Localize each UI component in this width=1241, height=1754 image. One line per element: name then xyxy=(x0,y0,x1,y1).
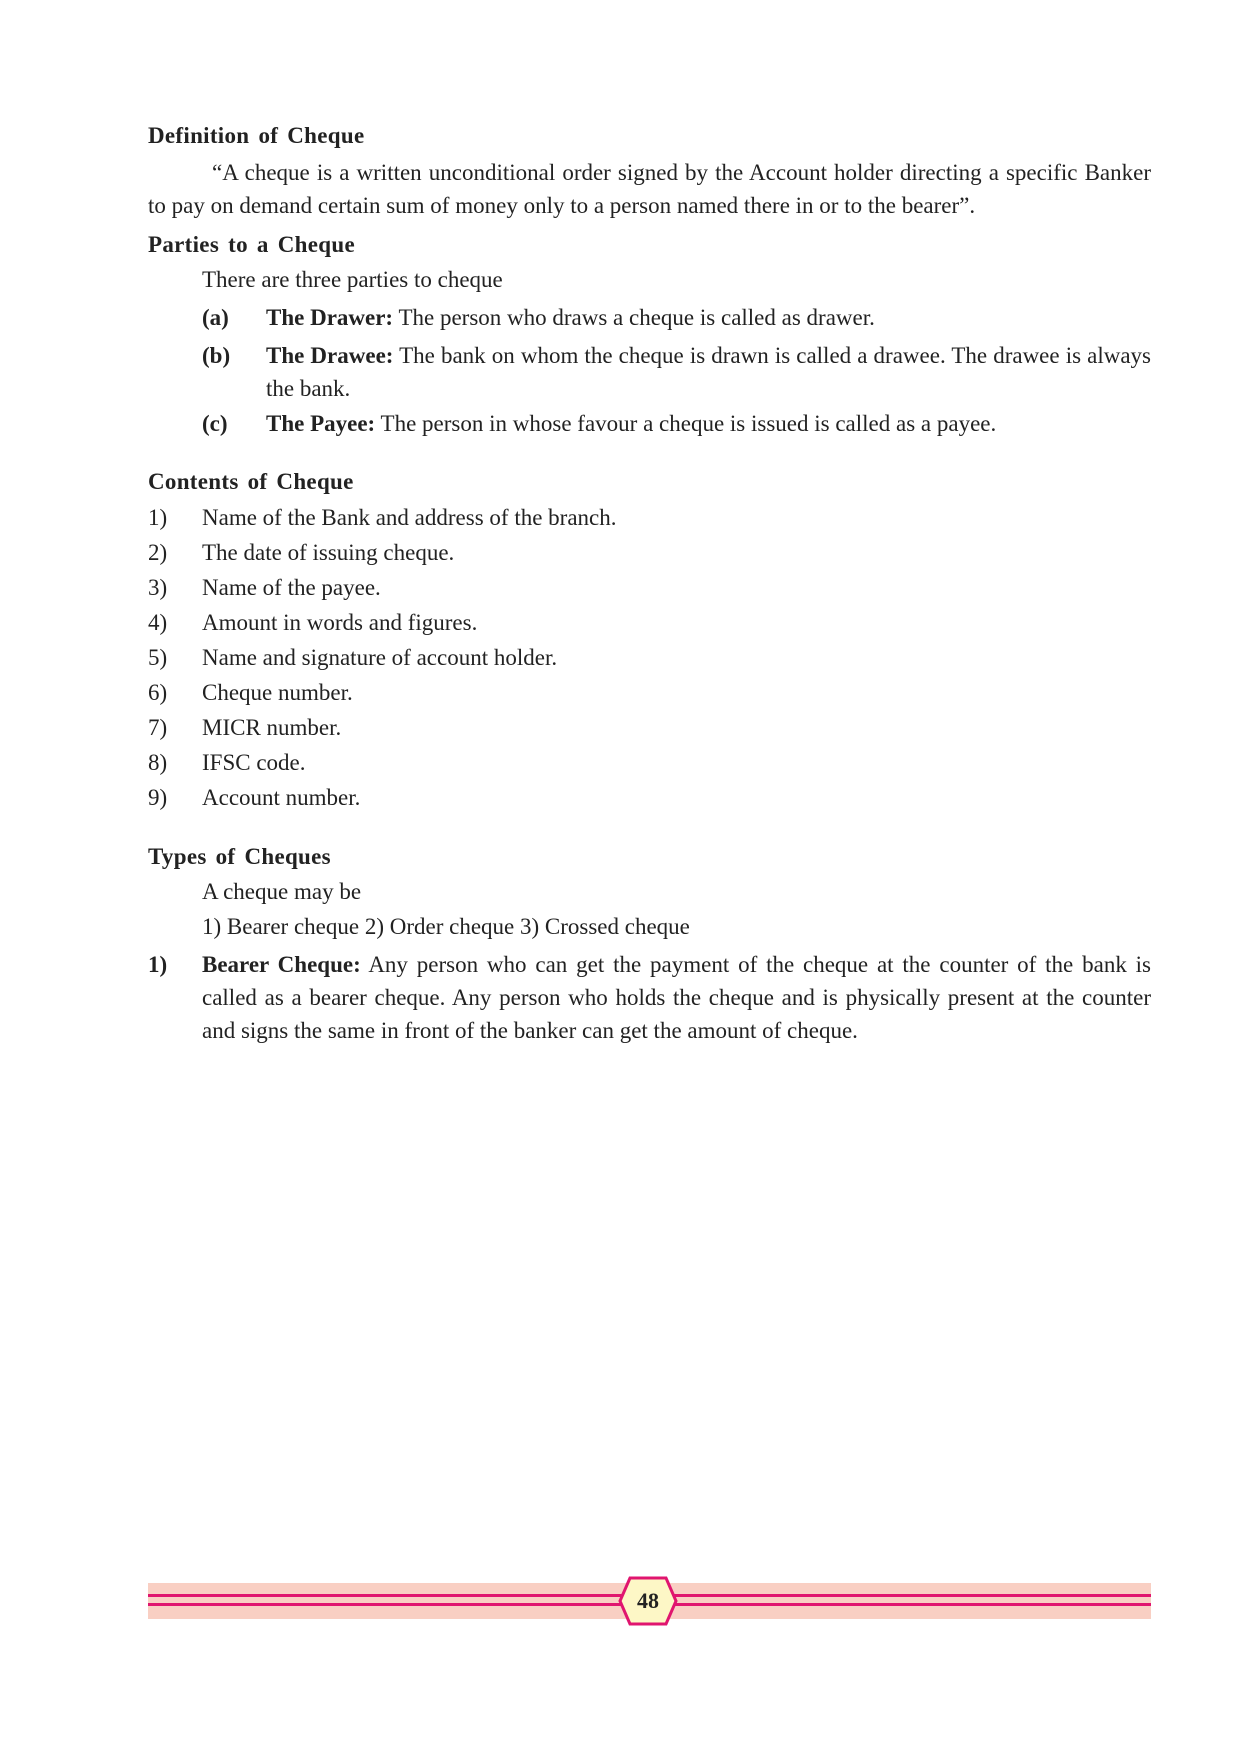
list-item-number: 1) xyxy=(148,505,168,530)
party-text: The bank on whom the cheque is drawn is called a drawee. The drawee is always the bank. xyxy=(266,343,1151,401)
parties-heading: Parties to a Cheque xyxy=(148,232,355,257)
party-description xyxy=(266,301,1151,334)
bearer-text: Any person who can get the payment of the cheque at the counter of the bank is called as a bearer cheque. Any person who holds the cheque and is physically present at the counter and signs the same in front of the banker can get the amount of cheque. xyxy=(202,952,1151,1043)
party-text: The person who draws a cheque is called as drawer. xyxy=(393,305,875,330)
page-number-badge xyxy=(618,1576,678,1626)
list-item-text: Cheque number. xyxy=(202,680,353,705)
list-item-number: 5) xyxy=(148,645,168,670)
party-term: The Drawer: xyxy=(266,305,394,330)
page-content xyxy=(148,0,1151,1754)
party-term: The Drawee: xyxy=(266,343,394,368)
definition-text: “A cheque is a written unconditional order signed by the Account holder directing a specific Banker to pay on demand certain sum of money only to a person named there in or to the bearer”. xyxy=(148,160,1151,218)
list-item-text: Account number. xyxy=(202,785,361,810)
list-item-number: 3) xyxy=(148,575,168,600)
party-description xyxy=(266,339,1151,405)
list-item-text: The date of issuing cheque. xyxy=(202,540,455,565)
party-term: The Payee: xyxy=(266,411,376,436)
list-item-text: Name of the payee. xyxy=(202,575,381,600)
types-intro: A cheque may be xyxy=(202,879,362,904)
types-heading: Types of Cheques xyxy=(148,844,331,869)
list-item-text: Name of the Bank and address of the branch. xyxy=(202,505,617,530)
parties-intro: There are three parties to cheque xyxy=(202,267,503,292)
list-item-text: IFSC code. xyxy=(202,750,306,775)
list-item-number: 4) xyxy=(148,610,168,635)
list-item-number: 6) xyxy=(148,680,168,705)
list-item-text: Name and signature of account holder. xyxy=(202,645,558,670)
bearer-number: 1) xyxy=(148,952,168,977)
types-list: 1) Bearer cheque 2) Order cheque 3) Crossed cheque xyxy=(202,914,690,939)
page-number: 48 xyxy=(637,1588,659,1613)
list-item-number: 2) xyxy=(148,540,168,565)
bearer-term: Bearer Cheque: xyxy=(202,952,361,977)
list-item-number: 9) xyxy=(148,785,168,810)
party-marker: (c) xyxy=(202,411,228,436)
party-text: The person in whose favour a cheque is issued is called as a payee. xyxy=(375,411,997,436)
list-item-text: MICR number. xyxy=(202,715,342,740)
party-description xyxy=(266,407,1151,440)
party-marker: (b) xyxy=(202,343,231,368)
list-item-number: 8) xyxy=(148,750,168,775)
bearer-description xyxy=(202,948,1151,1047)
definition-heading: Definition of Cheque xyxy=(148,123,365,148)
list-item-text: Amount in words and figures. xyxy=(202,610,478,635)
party-marker: (a) xyxy=(202,305,229,330)
contents-heading: Contents of Cheque xyxy=(148,469,354,494)
list-item-number: 7) xyxy=(148,715,168,740)
